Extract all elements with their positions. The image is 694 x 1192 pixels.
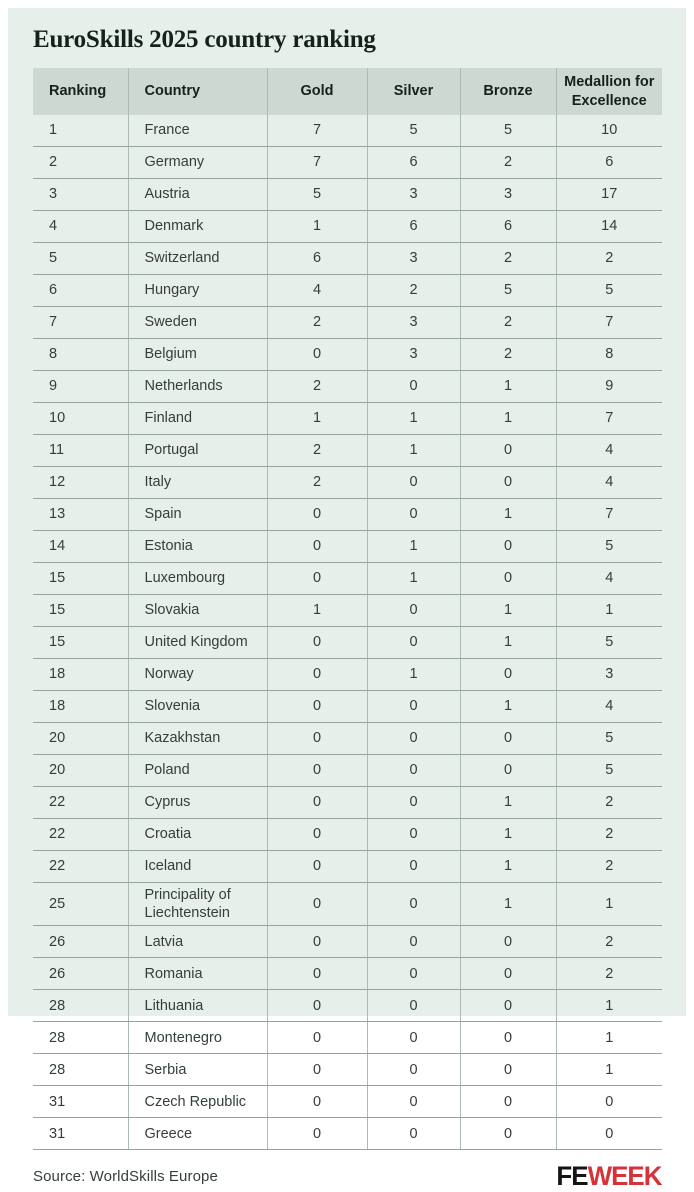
cell-medallion: 5 — [556, 531, 662, 563]
cell-gold: 0 — [267, 1118, 367, 1150]
cell-ranking: 4 — [33, 211, 128, 243]
cell-ranking: 28 — [33, 1054, 128, 1086]
cell-gold: 0 — [267, 499, 367, 531]
header-country: Country — [128, 68, 267, 115]
cell-silver: 1 — [367, 435, 460, 467]
cell-ranking: 11 — [33, 435, 128, 467]
infographic-panel — [8, 8, 686, 1192]
cell-country: Austria — [128, 179, 267, 211]
cell-medallion: 1 — [556, 595, 662, 627]
cell-country: Serbia — [128, 1054, 267, 1086]
cell-gold: 0 — [267, 691, 367, 723]
cell-ranking: 15 — [33, 595, 128, 627]
table-row — [33, 990, 662, 1022]
header-medallion: Medallion for Excellence — [556, 68, 662, 115]
table-row — [33, 883, 662, 926]
cell-country: Hungary — [128, 275, 267, 307]
cell-country: Norway — [128, 659, 267, 691]
cell-bronze: 0 — [460, 531, 556, 563]
cell-ranking: 15 — [33, 627, 128, 659]
cell-bronze: 1 — [460, 627, 556, 659]
cell-country: Netherlands — [128, 371, 267, 403]
table-row — [33, 179, 662, 211]
table-row — [33, 851, 662, 883]
table-row — [33, 499, 662, 531]
cell-medallion: 0 — [556, 1086, 662, 1118]
cell-country: Principality of Liechtenstein — [128, 883, 267, 926]
cell-gold: 0 — [267, 563, 367, 595]
header-ranking: Ranking — [33, 68, 128, 115]
cell-ranking: 9 — [33, 371, 128, 403]
source-note: Source: WorldSkills Europe — [33, 1168, 218, 1186]
table-row — [33, 926, 662, 958]
cell-bronze: 1 — [460, 787, 556, 819]
cell-gold: 1 — [267, 403, 367, 435]
table-row — [33, 563, 662, 595]
table-row — [33, 211, 662, 243]
cell-gold: 0 — [267, 926, 367, 958]
cell-bronze: 1 — [460, 819, 556, 851]
cell-country: Belgium — [128, 339, 267, 371]
cell-gold: 0 — [267, 659, 367, 691]
cell-gold: 2 — [267, 435, 367, 467]
table-row — [33, 115, 662, 147]
table-row — [33, 595, 662, 627]
cell-silver: 0 — [367, 1118, 460, 1150]
cell-bronze: 0 — [460, 926, 556, 958]
cell-silver: 3 — [367, 179, 460, 211]
cell-bronze: 5 — [460, 115, 556, 147]
table-row — [33, 723, 662, 755]
cell-medallion: 4 — [556, 435, 662, 467]
cell-silver: 1 — [367, 563, 460, 595]
ranking-table — [33, 68, 662, 1150]
cell-bronze: 1 — [460, 403, 556, 435]
cell-silver: 0 — [367, 926, 460, 958]
header-bronze: Bronze — [460, 68, 556, 115]
cell-gold: 7 — [267, 115, 367, 147]
cell-ranking: 10 — [33, 403, 128, 435]
cell-bronze: 0 — [460, 990, 556, 1022]
cell-ranking: 1 — [33, 115, 128, 147]
cell-ranking: 31 — [33, 1118, 128, 1150]
cell-bronze: 0 — [460, 1086, 556, 1118]
cell-silver: 0 — [367, 723, 460, 755]
cell-country: Germany — [128, 147, 267, 179]
table-row — [33, 627, 662, 659]
cell-medallion: 5 — [556, 275, 662, 307]
cell-gold: 0 — [267, 755, 367, 787]
cell-country: France — [128, 115, 267, 147]
cell-country: Slovakia — [128, 595, 267, 627]
cell-silver: 3 — [367, 307, 460, 339]
cell-gold: 4 — [267, 275, 367, 307]
table-row — [33, 275, 662, 307]
cell-silver: 0 — [367, 819, 460, 851]
logo-fe-text: FE — [556, 1161, 589, 1192]
cell-ranking: 26 — [33, 958, 128, 990]
cell-ranking: 20 — [33, 755, 128, 787]
cell-gold: 0 — [267, 883, 367, 926]
cell-medallion: 5 — [556, 755, 662, 787]
cell-medallion: 9 — [556, 371, 662, 403]
cell-silver: 0 — [367, 691, 460, 723]
cell-bronze: 0 — [460, 659, 556, 691]
cell-silver: 2 — [367, 275, 460, 307]
cell-country: Lithuania — [128, 990, 267, 1022]
cell-gold: 2 — [267, 307, 367, 339]
cell-country: Latvia — [128, 926, 267, 958]
cell-silver: 0 — [367, 1054, 460, 1086]
cell-medallion: 5 — [556, 723, 662, 755]
cell-ranking: 26 — [33, 926, 128, 958]
logo-week-text: WEEK — [588, 1161, 662, 1192]
cell-gold: 0 — [267, 851, 367, 883]
cell-ranking: 15 — [33, 563, 128, 595]
cell-medallion: 1 — [556, 1054, 662, 1086]
cell-silver: 5 — [367, 115, 460, 147]
cell-country: United Kingdom — [128, 627, 267, 659]
cell-medallion: 8 — [556, 339, 662, 371]
cell-silver: 1 — [367, 403, 460, 435]
cell-country: Montenegro — [128, 1022, 267, 1054]
cell-silver: 6 — [367, 147, 460, 179]
cell-medallion: 1 — [556, 883, 662, 926]
cell-ranking: 28 — [33, 990, 128, 1022]
cell-country: Cyprus — [128, 787, 267, 819]
cell-silver: 0 — [367, 467, 460, 499]
table-row — [33, 531, 662, 563]
cell-bronze: 0 — [460, 435, 556, 467]
cell-country: Romania — [128, 958, 267, 990]
cell-gold: 0 — [267, 990, 367, 1022]
table-row — [33, 1118, 662, 1150]
cell-medallion: 2 — [556, 958, 662, 990]
cell-silver: 1 — [367, 531, 460, 563]
feweek-logo — [557, 1161, 662, 1192]
cell-bronze: 1 — [460, 851, 556, 883]
cell-bronze: 1 — [460, 371, 556, 403]
table-row — [33, 147, 662, 179]
cell-bronze: 1 — [460, 595, 556, 627]
cell-medallion: 4 — [556, 691, 662, 723]
cell-silver: 0 — [367, 755, 460, 787]
cell-medallion: 4 — [556, 563, 662, 595]
footer — [33, 1161, 662, 1192]
cell-medallion: 2 — [556, 851, 662, 883]
cell-silver: 0 — [367, 627, 460, 659]
cell-ranking: 12 — [33, 467, 128, 499]
cell-gold: 0 — [267, 1086, 367, 1118]
cell-country: Croatia — [128, 819, 267, 851]
cell-silver: 0 — [367, 1022, 460, 1054]
cell-bronze: 0 — [460, 1022, 556, 1054]
header-row — [33, 68, 662, 115]
cell-ranking: 28 — [33, 1022, 128, 1054]
cell-silver: 1 — [367, 659, 460, 691]
cell-gold: 5 — [267, 179, 367, 211]
cell-gold: 2 — [267, 371, 367, 403]
table-body — [33, 115, 662, 1150]
cell-bronze: 2 — [460, 243, 556, 275]
cell-medallion: 2 — [556, 787, 662, 819]
cell-bronze: 2 — [460, 339, 556, 371]
cell-gold: 0 — [267, 787, 367, 819]
cell-silver: 3 — [367, 339, 460, 371]
table-row — [33, 339, 662, 371]
cell-medallion: 2 — [556, 926, 662, 958]
cell-bronze: 0 — [460, 1118, 556, 1150]
table-row — [33, 958, 662, 990]
cell-bronze: 5 — [460, 275, 556, 307]
cell-country: Switzerland — [128, 243, 267, 275]
table-row — [33, 435, 662, 467]
cell-ranking: 22 — [33, 819, 128, 851]
cell-bronze: 2 — [460, 307, 556, 339]
cell-gold: 0 — [267, 819, 367, 851]
cell-country: Finland — [128, 403, 267, 435]
cell-bronze: 0 — [460, 467, 556, 499]
cell-medallion: 5 — [556, 627, 662, 659]
cell-bronze: 6 — [460, 211, 556, 243]
cell-bronze: 2 — [460, 147, 556, 179]
cell-medallion: 1 — [556, 1022, 662, 1054]
cell-gold: 0 — [267, 723, 367, 755]
cell-medallion: 17 — [556, 179, 662, 211]
cell-gold: 0 — [267, 958, 367, 990]
cell-bronze: 0 — [460, 1054, 556, 1086]
cell-silver: 0 — [367, 499, 460, 531]
cell-gold: 0 — [267, 627, 367, 659]
cell-ranking: 22 — [33, 851, 128, 883]
cell-country: Spain — [128, 499, 267, 531]
table-row — [33, 1054, 662, 1086]
cell-country: Denmark — [128, 211, 267, 243]
cell-bronze: 0 — [460, 563, 556, 595]
cell-medallion: 4 — [556, 467, 662, 499]
cell-medallion: 3 — [556, 659, 662, 691]
cell-gold: 1 — [267, 211, 367, 243]
cell-country: Luxembourg — [128, 563, 267, 595]
cell-gold: 0 — [267, 531, 367, 563]
cell-medallion: 14 — [556, 211, 662, 243]
cell-gold: 6 — [267, 243, 367, 275]
cell-silver: 0 — [367, 883, 460, 926]
cell-ranking: 20 — [33, 723, 128, 755]
cell-country: Portugal — [128, 435, 267, 467]
cell-gold: 1 — [267, 595, 367, 627]
table-row — [33, 243, 662, 275]
cell-medallion: 1 — [556, 990, 662, 1022]
cell-silver: 0 — [367, 595, 460, 627]
cell-bronze: 0 — [460, 755, 556, 787]
cell-silver: 3 — [367, 243, 460, 275]
cell-ranking: 7 — [33, 307, 128, 339]
cell-country: Iceland — [128, 851, 267, 883]
cell-silver: 0 — [367, 1086, 460, 1118]
cell-silver: 0 — [367, 958, 460, 990]
cell-ranking: 6 — [33, 275, 128, 307]
cell-country: Greece — [128, 1118, 267, 1150]
table-row — [33, 307, 662, 339]
cell-ranking: 14 — [33, 531, 128, 563]
cell-medallion: 2 — [556, 243, 662, 275]
cell-medallion: 10 — [556, 115, 662, 147]
cell-silver: 0 — [367, 990, 460, 1022]
cell-bronze: 0 — [460, 723, 556, 755]
cell-ranking: 22 — [33, 787, 128, 819]
cell-medallion: 6 — [556, 147, 662, 179]
cell-ranking: 2 — [33, 147, 128, 179]
cell-bronze: 3 — [460, 179, 556, 211]
header-gold: Gold — [267, 68, 367, 115]
cell-medallion: 7 — [556, 307, 662, 339]
cell-medallion: 0 — [556, 1118, 662, 1150]
cell-medallion: 7 — [556, 499, 662, 531]
cell-country: Italy — [128, 467, 267, 499]
cell-gold: 7 — [267, 147, 367, 179]
cell-ranking: 18 — [33, 659, 128, 691]
cell-gold: 2 — [267, 467, 367, 499]
cell-gold: 0 — [267, 339, 367, 371]
cell-bronze: 0 — [460, 958, 556, 990]
cell-ranking: 3 — [33, 179, 128, 211]
table-row — [33, 371, 662, 403]
table-row — [33, 403, 662, 435]
cell-silver: 6 — [367, 211, 460, 243]
cell-ranking: 5 — [33, 243, 128, 275]
table-row — [33, 755, 662, 787]
table-row — [33, 1086, 662, 1118]
page-title: EuroSkills 2025 country ranking — [33, 26, 376, 53]
cell-country: Slovenia — [128, 691, 267, 723]
table-row — [33, 819, 662, 851]
cell-bronze: 1 — [460, 499, 556, 531]
header-silver: Silver — [367, 68, 460, 115]
cell-country: Sweden — [128, 307, 267, 339]
cell-silver: 0 — [367, 851, 460, 883]
cell-medallion: 7 — [556, 403, 662, 435]
cell-ranking: 31 — [33, 1086, 128, 1118]
cell-bronze: 1 — [460, 883, 556, 926]
cell-silver: 0 — [367, 787, 460, 819]
cell-country: Czech Republic — [128, 1086, 267, 1118]
cell-gold: 0 — [267, 1022, 367, 1054]
table-row — [33, 1022, 662, 1054]
cell-country: Poland — [128, 755, 267, 787]
cell-ranking: 25 — [33, 883, 128, 926]
table-row — [33, 467, 662, 499]
cell-ranking: 18 — [33, 691, 128, 723]
cell-silver: 0 — [367, 371, 460, 403]
cell-country: Estonia — [128, 531, 267, 563]
cell-bronze: 1 — [460, 691, 556, 723]
cell-gold: 0 — [267, 1054, 367, 1086]
cell-ranking: 8 — [33, 339, 128, 371]
cell-medallion: 2 — [556, 819, 662, 851]
cell-ranking: 13 — [33, 499, 128, 531]
table-row — [33, 659, 662, 691]
table-row — [33, 691, 662, 723]
cell-country: Kazakhstan — [128, 723, 267, 755]
table-row — [33, 787, 662, 819]
